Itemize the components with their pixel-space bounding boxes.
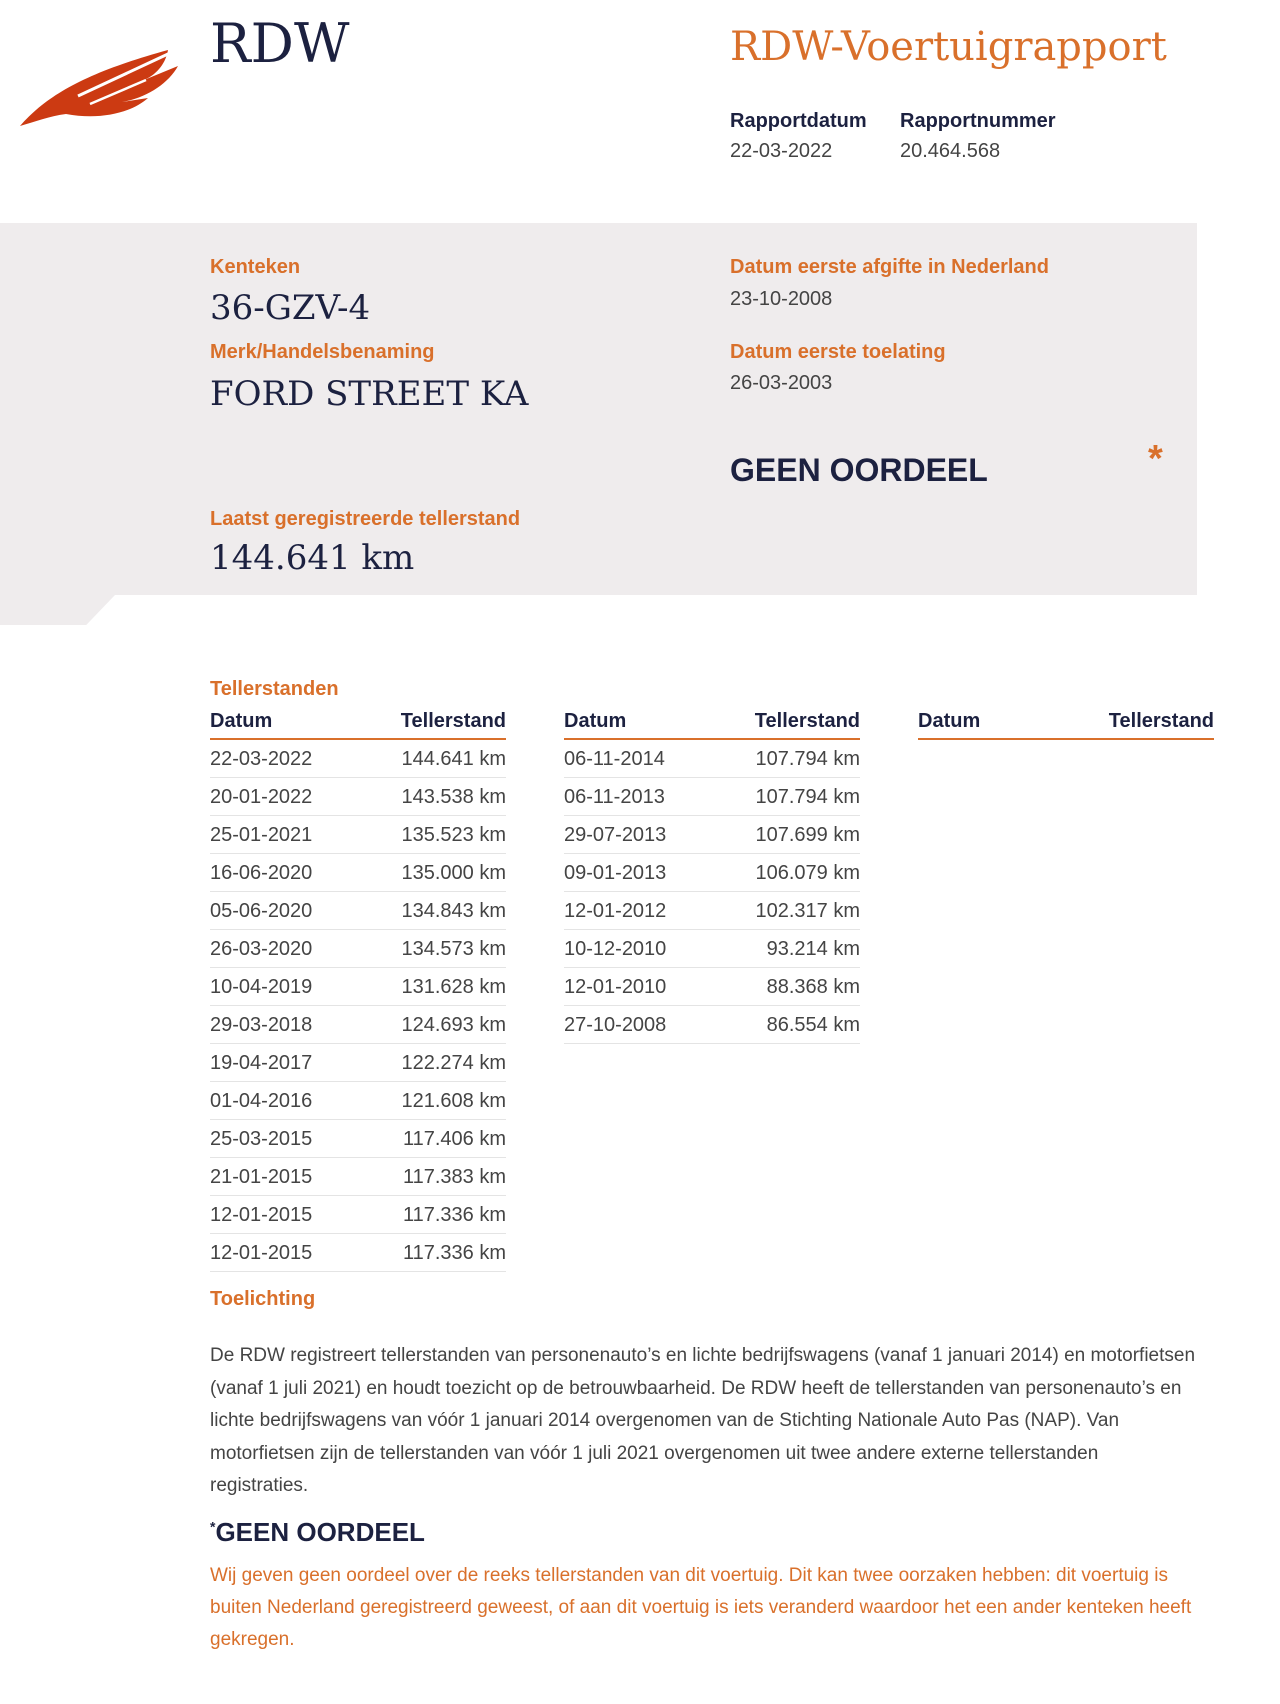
readings-header [210,710,506,740]
reading-date: 09-01-2013 [564,862,667,884]
reading-row [210,1046,506,1082]
last-reading-label: Laatst geregistreerde tellerstand [210,508,521,530]
readings-title: Tellerstanden [210,678,339,700]
panel-notch [0,595,115,625]
reading-row [210,742,506,778]
date-header: Datum [210,710,273,732]
reading-km: 134.843 km [401,900,506,922]
reading-date: 10-04-2019 [210,976,313,998]
reading-row [564,1008,860,1044]
reading-date: 25-03-2015 [210,1128,313,1150]
reading-row [210,1122,506,1158]
reading-km: 88.368 km [766,976,860,998]
verdict-asterisk: * [1148,438,1163,480]
reading-row [210,970,506,1006]
brand-name: RDW [210,12,350,75]
date-header: Datum [564,710,627,732]
reading-date: 21-01-2015 [210,1166,313,1188]
reading-km: 86.554 km [766,1014,860,1036]
note-text: Wij geven geen oordeel over de reeks tellerstanden van dit voertuig. Dit kan twee oorzaken hebben: dit voertuig is buiten Nederland geregistreerd geweest, of aan dit voertuig is iets veranderd waardoor het een ander kenteken heeft gekregen. [210,1565,1192,1650]
report-number-label: Rapportnummer [900,110,1056,132]
last-reading-value: 144.641 km [210,538,415,578]
plate-label: Kenteken [210,256,301,278]
reading-row [210,1084,506,1120]
reading-row [564,970,860,1006]
reading-km: 117.383 km [402,1166,506,1188]
reading-date: 26-03-2020 [210,938,313,960]
reading-row [210,856,506,892]
reading-row [564,856,860,892]
reading-date: 19-04-2017 [210,1052,313,1074]
reading-km: 107.699 km [755,824,860,846]
reading-date: 20-01-2022 [210,786,313,808]
reading-date: 12-01-2010 [564,976,667,998]
first-issue-nl-date: 23-10-2008 [730,288,833,310]
reading-header: Tellerstand [400,710,506,732]
reading-date: 29-07-2013 [564,824,667,846]
first-admission-date: 26-03-2003 [730,372,833,394]
reading-km: 93.214 km [766,938,860,960]
readings-column-1 [210,710,506,1272]
plate-number: 36-GZV-4 [210,288,371,328]
verdict-text: GEEN OORDEEL [730,452,988,488]
report-number: 20.464.568 [900,140,1001,162]
reading-date: 12-01-2012 [564,900,667,922]
reading-row [564,894,860,930]
readings-column-3 [918,710,1214,740]
reading-km: 124.693 km [401,1014,506,1036]
first-admission-label: Datum eerste toelating [730,341,946,363]
report-date-label: Rapportdatum [730,110,867,132]
readings-header [564,710,860,740]
make-label: Merk/Handelsbenaming [210,341,435,363]
reading-row [210,932,506,968]
reading-date: 12-01-2015 [210,1204,313,1226]
reading-km: 143.538 km [401,786,506,808]
reading-km: 144.641 km [401,748,506,770]
reading-row [210,1008,506,1044]
reading-row [210,1198,506,1234]
first-issue-nl-label: Datum eerste afgifte in Nederland [730,256,1049,278]
report-title: RDW-Voertuigrapport [730,24,1167,70]
reading-date: 05-06-2020 [210,900,313,922]
reading-row [210,780,506,816]
reading-date: 16-06-2020 [210,862,313,884]
readings-column-2 [564,710,860,1044]
reading-date: 27-10-2008 [564,1014,667,1036]
reading-header: Tellerstand [754,710,860,732]
reading-row [210,818,506,854]
reading-km: 135.000 km [401,862,506,884]
note-heading [210,1517,425,1548]
report-date: 22-03-2022 [730,140,833,162]
reading-row [564,818,860,854]
reading-date: 06-11-2013 [564,786,665,808]
reading-km: 107.794 km [755,748,860,770]
note-asterisk: * [210,1518,216,1535]
reading-km: 121.608 km [401,1090,506,1112]
reading-km: 117.336 km [402,1204,506,1226]
explanation-title: Toelichting [210,1288,316,1310]
reading-date: 06-11-2014 [564,748,665,770]
reading-date: 22-03-2022 [210,748,313,770]
reading-km: 117.406 km [402,1128,506,1150]
reading-date: 25-01-2021 [210,824,313,846]
reading-km: 107.794 km [755,786,860,808]
date-header: Datum [918,710,981,732]
reading-km: 122.274 km [401,1052,506,1074]
reading-km: 134.573 km [401,938,506,960]
rdw-logo-icon [18,44,188,134]
readings-header [918,710,1214,740]
reading-row [210,1160,506,1196]
reading-row [564,742,860,778]
note-title: GEEN OORDEEL [215,1517,425,1547]
reading-row [564,780,860,816]
reading-km: 131.628 km [401,976,506,998]
reading-date: 29-03-2018 [210,1014,313,1036]
reading-date: 12-01-2015 [210,1242,313,1264]
reading-row [210,894,506,930]
reading-km: 135.523 km [401,824,506,846]
reading-date: 10-12-2010 [564,938,667,960]
reading-row [210,1236,506,1272]
reading-row [564,932,860,968]
reading-km: 117.336 km [402,1242,506,1264]
reading-km: 106.079 km [755,862,860,884]
explanation-text: De RDW registreert tellerstanden van personenauto’s en lichte bedrijfswagens (vanaf 1 januari 2014) en motorfietsen (vanaf 1 juli 2021) en houdt toezicht op de betrouwbaarheid. De RDW heeft de tellerstanden van personenauto’s en lichte bedrijfswagens van vóór 1 januari 2014 overgenomen van de Stichting Nationale Auto Pas (NAP). Van motorfietsen zijn de tellerstanden van vóór 1 juli 2021 overgenomen uit twee andere externe tellerstanden registraties. [210,1345,1196,1496]
reading-header: Tellerstand [1108,710,1214,732]
reading-date: 01-04-2016 [210,1090,313,1112]
reading-km: 102.317 km [755,900,860,922]
make-value: FORD STREET KA [210,374,529,414]
